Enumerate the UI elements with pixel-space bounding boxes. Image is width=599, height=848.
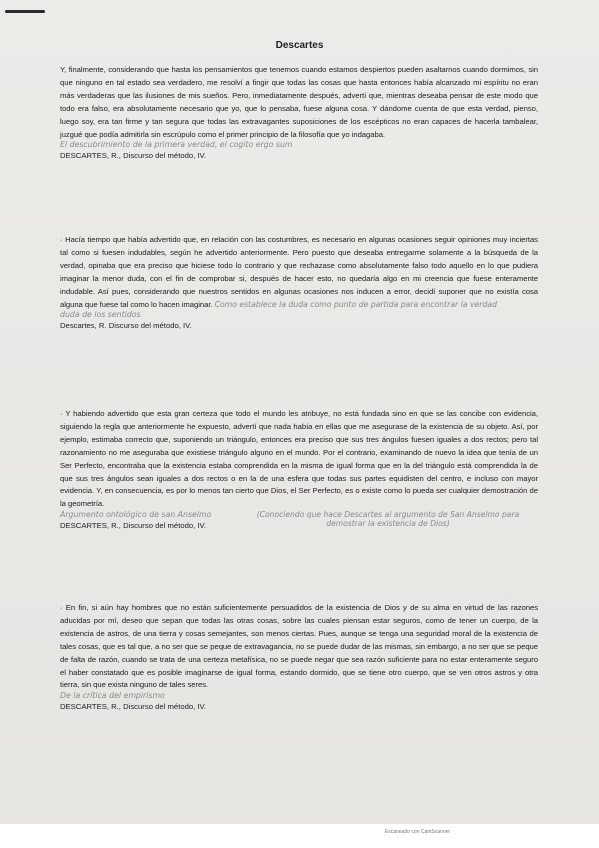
- citation: DESCARTES, R., Discurso del método, IV.: [60, 521, 207, 531]
- quote-text: Y, finalmente, considerando que hasta los pensamientos que tenemos cuando estamos despiertos pueden asaltarnos cuando dormimos, sin que ninguno en tal estado sea verdadero, me resolví a fingir que todas las cosas que hasta entonces había alcanzado mi espíritu no eran más verdaderas que las ilusiones de mis sueños. Pero, inmediatamente después, advertí que, mientras deseaba pensar de este modo que todo era falso, era absolutamente necesario que yo, que lo pensaba, fuese alguna cosa. Y dándome cuenta de que esta verdad, pienso, luego soy, era tan firme y tan segura que todas las extravagantes suposiciones de los escépticos no eran capaces de hacerla tambalear, juzgué que podía admitirla sin escrúpulo como el primer principio de la filosofía que yo indagaba.: [60, 65, 538, 139]
- page-title: Descartes: [275, 40, 324, 51]
- citation: Descartes, R. Discurso del método, IV.: [60, 321, 192, 331]
- handwritten-note-inline: Como establece la duda como punto de partida para encontrar la verdad: [214, 299, 497, 309]
- citation: DESCARTES, R., Discurso del método, IV.: [60, 151, 207, 161]
- scanner-watermark: Escaneado con CamScanner: [385, 829, 451, 835]
- quote-text: · En fin, si aún hay hombres que no están suficientemente persuadidos de la existencia de Dios y de su alma en virtud de las razones aducidas por mí, deseo que sepan que todas las otras cosas, sobre las cuales piensan estar seguros, como de tener un cuerpo, de la existencia de astros, de una tierra y cosas semejantes, son menos ciertas. Pues, aunque se tenga una seguridad moral de la existencia de tales cosas, que es tal que, a no ser que se peque de extravagancia, no se puede dudar de las mismas, sin embargo, a no ser que se peque de falta de razón, cuando se trata de una certeza metafísica, no se puede negar que sea razón suficiente para no estar enteramente seguro el haber constatado que es posible imaginarse de igual forma, estando dormido, que se tiene otro cuerpo, que se ven otros astros y otra tierra, sin que exista ninguno de tales seres.: [60, 603, 538, 690]
- handwritten-note-right: (Conociendo que hace Descartes al argumento de San Anselmo para demostrar la existencia de Dios): [256, 510, 520, 529]
- section-3: [60, 408, 538, 532]
- section-4: [60, 602, 538, 713]
- section-1: [60, 64, 538, 162]
- handwritten-note: duda de los sentidos: [60, 310, 141, 320]
- section-2: [60, 234, 538, 332]
- citation: DESCARTES, R., Discurso del método, IV.: [60, 702, 207, 712]
- handwritten-note: El descubrimiento de la primera verdad, el cogito ergo sum: [60, 140, 293, 150]
- handwritten-note: De la crítica del empirismo: [60, 691, 165, 701]
- quote-text: · Y habiendo advertido que esta gran certeza que todo el mundo les atribuye, no está fundada sino en que se las concibe con evidencia, siguiendo la regla que anteriormente he expuesto, advertí que nada había en ellas que me asegurase de la existencia de su objeto. Así, por ejemplo, estimaba correcto que, suponiendo un triángulo, entonces era preciso que sus tres ángulos fuesen iguales a dos rectos; pero tal razonamiento no me aseguraba que existiese triángulo alguno en el mundo. Por el contrario, examinando de nuevo la idea que tenía de un Ser Perfecto, encontraba que la existencia estaba comprendida en la misma de igual forma que en la del triángulo está comprendida la de que sus tres ángulos sean iguales a dos rectos o en la de una esfera que todas sus partes equidisten del centro, e incluso con mayor evidencia. Y, en consecuencia, es por lo menos tan cierto que Dios, el Ser Perfecto, es o existe como lo pueda ser cualquier demostración de la geometría.: [60, 409, 538, 509]
- handwritten-note: Argumento ontológico de san Anselmo: [60, 510, 212, 520]
- binder-mark: [5, 10, 45, 13]
- quote-text: · Hacía tiempo que había advertido que, en relación con las costumbres, es necesario en algunas ocasiones seguir opiniones muy inciertas tal como si fuesen indudables, según he advertido anteriormente. Pero puesto que deseaba entregarme solamente a la búsqueda de la verdad, opinaba que era preciso que hiciese todo lo contrario y que rechazase como absolutamente falso todo aquello en lo que pudiera imaginar la menor duda, con el fin de comprobar si, después de hacer esto, no quedaría algo en mi creencia que fuese enteramente indudable. Así pues, considerando que nuestros sentidos en algunas ocasiones nos inducen a error, decidí suponer que no existía cosa alguna que fuese tal como lo hacen imaginar. Como establece la duda como punto de partida para encontrar la verdad: [60, 235, 538, 309]
